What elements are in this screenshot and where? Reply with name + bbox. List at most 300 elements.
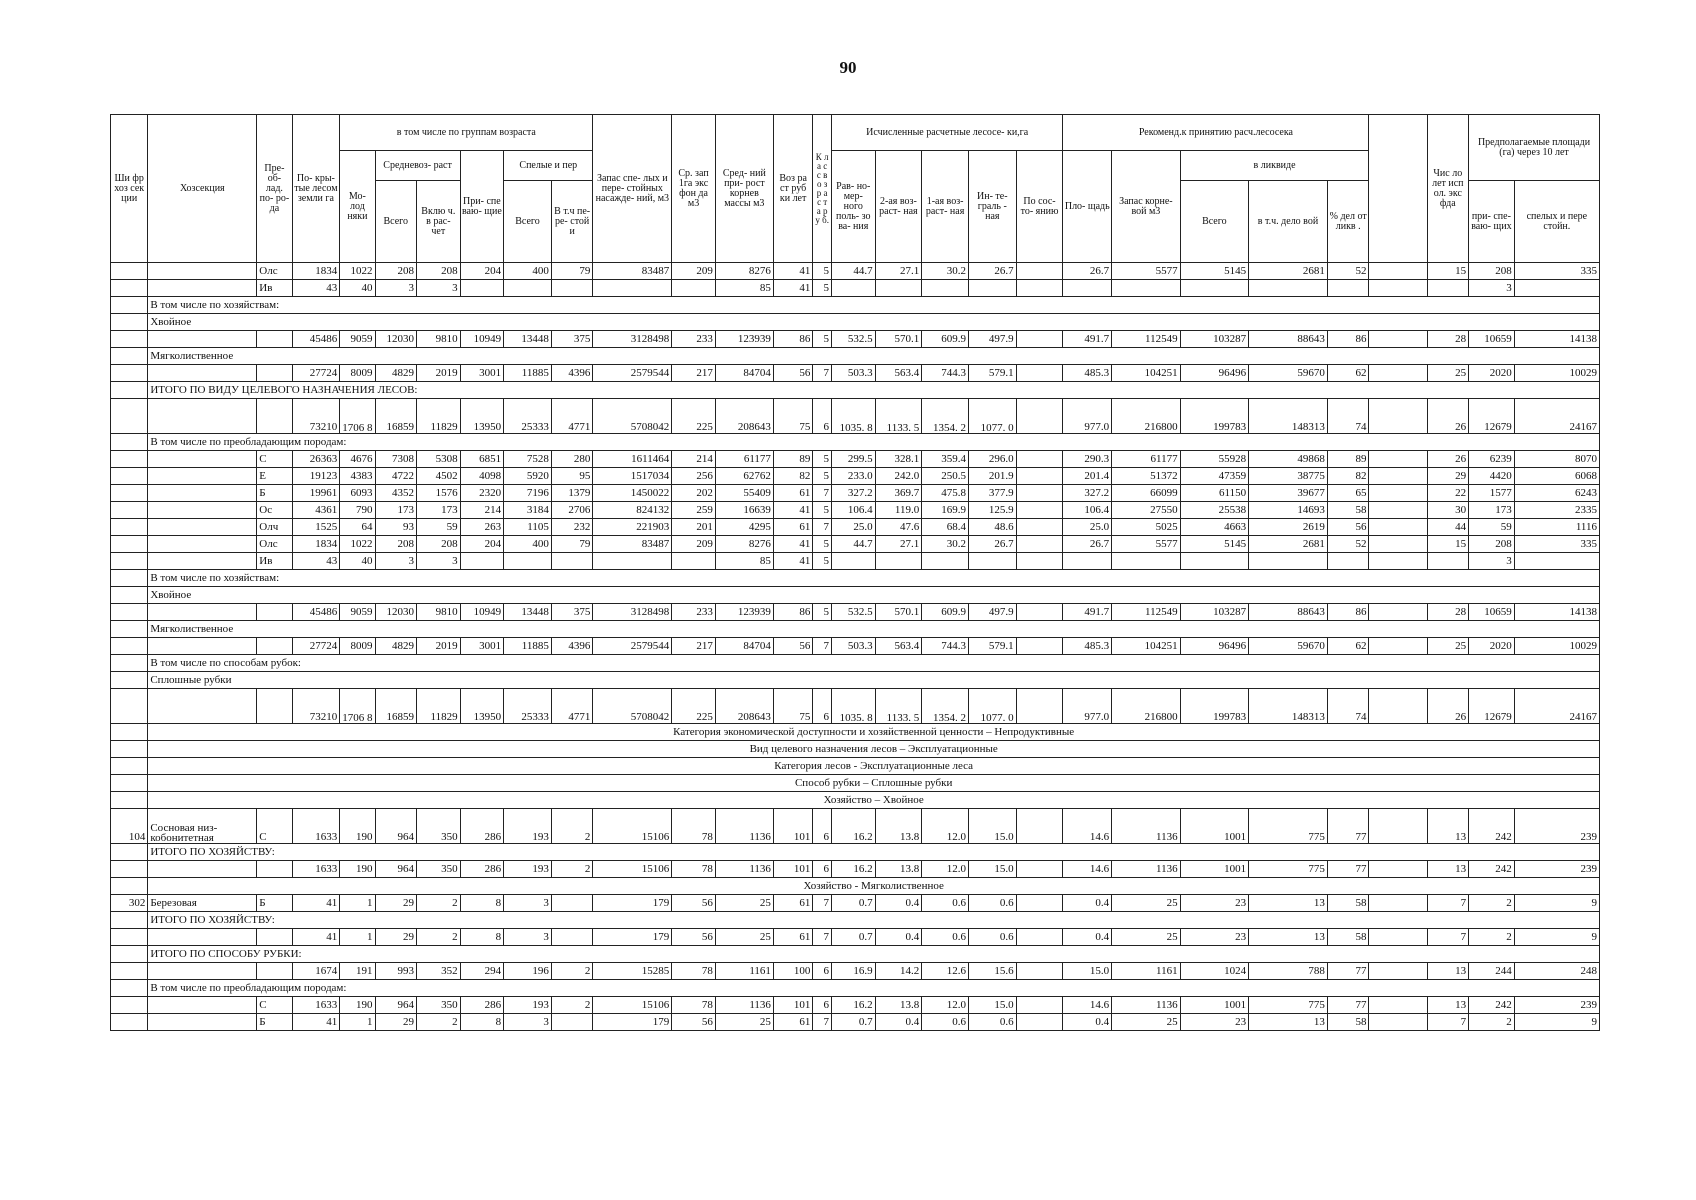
cell-col-12: 85 — [715, 553, 773, 570]
forest-table — [110, 114, 1600, 1031]
cell-col-28: 239 — [1514, 809, 1599, 844]
cell-col-8: 3 — [504, 895, 552, 912]
cell-col-8: 3 — [504, 1014, 552, 1031]
cell-col-18: 15.0 — [968, 861, 1016, 878]
cell-col-25 — [1369, 604, 1427, 621]
cell-col-1 — [148, 468, 257, 485]
cell-col-27: 3 — [1469, 553, 1515, 570]
cell-col-3: 41 — [292, 1014, 340, 1031]
row-spacer-cell — [111, 741, 148, 758]
cell-col-23: 2619 — [1249, 519, 1328, 536]
header-integral: Ин- те- граль - ная — [968, 151, 1016, 263]
cell-col-17: 1354. 2 — [922, 689, 969, 724]
cell-col-28 — [1514, 280, 1599, 297]
cell-col-11: 225 — [672, 399, 716, 434]
cell-col-7: 286 — [460, 997, 504, 1014]
header-spelye2: спелых и пере стойн. — [1514, 181, 1599, 263]
cell-col-17: 475.8 — [922, 485, 969, 502]
table-row — [111, 638, 1600, 655]
cell-col-19 — [1016, 485, 1063, 502]
cell-col-23: 775 — [1249, 861, 1328, 878]
cell-col-9: 2 — [551, 861, 593, 878]
cell-col-10 — [593, 553, 672, 570]
cell-col-20 — [1063, 280, 1112, 297]
cell-col-25 — [1369, 1014, 1427, 1031]
cell-col-7: 8 — [460, 1014, 504, 1031]
section-label: ИТОГО ПО ХОЗЯЙСТВУ: — [148, 912, 1600, 929]
cell-col-15: 503.3 — [832, 638, 876, 655]
cell-col-9: 95 — [551, 468, 593, 485]
cell-col-6: 2 — [417, 929, 461, 946]
cell-col-9 — [551, 280, 593, 297]
header-pokryt: По- кры- тые лесом земли га — [292, 115, 340, 263]
table-row — [111, 604, 1600, 621]
cell-col-20: 290.3 — [1063, 451, 1112, 468]
section-label: Мягколиственное — [148, 348, 1600, 365]
header-vkl: Вклю ч. в рас- чет — [417, 181, 461, 263]
cell-col-3: 1633 — [292, 997, 340, 1014]
section-label-row — [111, 946, 1600, 963]
cell-col-4: 40 — [340, 280, 375, 297]
cell-col-27: 10659 — [1469, 604, 1515, 621]
cell-col-22 — [1180, 553, 1248, 570]
cell-col-20: 14.6 — [1063, 809, 1112, 844]
cell-col-6: 350 — [417, 809, 461, 844]
cell-col-1 — [148, 280, 257, 297]
cell-col-15: 16.2 — [832, 809, 876, 844]
cell-col-1 — [148, 485, 257, 502]
cell-col-15: 233.0 — [832, 468, 876, 485]
cell-col-18: 26.7 — [968, 263, 1016, 280]
cell-col-13: 61 — [773, 895, 812, 912]
cell-col-10: 824132 — [593, 502, 672, 519]
cell-col-3: 4361 — [292, 502, 340, 519]
cell-col-25 — [1369, 689, 1427, 724]
cell-col-21: 216800 — [1112, 689, 1180, 724]
cell-col-9 — [551, 895, 593, 912]
header-v-likvide: в ликвиде — [1180, 151, 1369, 181]
cell-col-3: 27724 — [292, 365, 340, 382]
cell-col-22: 23 — [1180, 929, 1248, 946]
cell-col-0 — [111, 604, 148, 621]
cell-col-23: 2681 — [1249, 263, 1328, 280]
cell-col-0 — [111, 263, 148, 280]
cell-col-28: 10029 — [1514, 365, 1599, 382]
cell-col-8: 193 — [504, 861, 552, 878]
cell-col-25 — [1369, 929, 1427, 946]
cell-col-0 — [111, 502, 148, 519]
row-spacer-cell — [111, 587, 148, 604]
cell-col-0 — [111, 929, 148, 946]
cell-col-23: 88643 — [1249, 331, 1328, 348]
cell-col-9: 4771 — [551, 689, 593, 724]
table-row — [111, 502, 1600, 519]
cell-col-17: 1354. 2 — [922, 399, 969, 434]
cell-col-18: 0.6 — [968, 1014, 1016, 1031]
cell-col-16: 13.8 — [875, 809, 922, 844]
cell-col-26: 28 — [1427, 331, 1469, 348]
cell-col-26: 13 — [1427, 963, 1469, 980]
cell-col-20: 0.4 — [1063, 929, 1112, 946]
cell-col-19 — [1016, 365, 1063, 382]
cell-col-25 — [1369, 553, 1427, 570]
cell-col-26: 22 — [1427, 485, 1469, 502]
cell-col-12: 123939 — [715, 604, 773, 621]
cell-col-28: 6068 — [1514, 468, 1599, 485]
cell-col-3: 73210 — [292, 689, 340, 724]
header-prispev2: при- спе- ваю- щих — [1469, 181, 1515, 263]
table-row — [111, 861, 1600, 878]
cell-col-6: 350 — [417, 997, 461, 1014]
cell-col-15 — [832, 280, 876, 297]
cell-col-4: 1 — [340, 1014, 375, 1031]
cell-col-16: 27.1 — [875, 263, 922, 280]
cell-col-9 — [551, 929, 593, 946]
cell-col-14: 7 — [813, 1014, 832, 1031]
cell-col-11: 56 — [672, 1014, 716, 1031]
section-label-row — [111, 912, 1600, 929]
cell-col-26: 29 — [1427, 468, 1469, 485]
cell-col-10: 3128498 — [593, 604, 672, 621]
header-vtch-perestoi: В т.ч пе- ре- стой и — [551, 181, 593, 263]
cell-col-24: 52 — [1327, 263, 1369, 280]
cell-col-17: 744.3 — [922, 365, 969, 382]
cell-col-8: 193 — [504, 809, 552, 844]
row-spacer-cell — [111, 570, 148, 587]
table-row — [111, 1014, 1600, 1031]
cell-col-11: 259 — [672, 502, 716, 519]
cell-col-21: 25 — [1112, 1014, 1180, 1031]
cell-col-10: 1611464 — [593, 451, 672, 468]
cell-col-25 — [1369, 638, 1427, 655]
cell-col-25 — [1369, 331, 1427, 348]
cell-col-14: 7 — [813, 365, 832, 382]
cell-col-14: 7 — [813, 485, 832, 502]
cell-col-10: 15106 — [593, 861, 672, 878]
cell-col-23: 39677 — [1249, 485, 1328, 502]
header-pct-del: % дел от ликв . — [1327, 181, 1369, 263]
cell-col-16: 47.6 — [875, 519, 922, 536]
cell-col-24: 52 — [1327, 536, 1369, 553]
header-prispev: При- спе ваю- щие — [460, 151, 504, 263]
cell-col-27: 1577 — [1469, 485, 1515, 502]
cell-col-18: 579.1 — [968, 638, 1016, 655]
cell-col-15: 0.7 — [832, 929, 876, 946]
cell-col-9: 79 — [551, 263, 593, 280]
cell-col-1: Березовая — [148, 895, 257, 912]
cell-col-6: 11829 — [417, 399, 461, 434]
cell-col-3: 1674 — [292, 963, 340, 980]
cell-col-13: 61 — [773, 519, 812, 536]
cell-col-23: 38775 — [1249, 468, 1328, 485]
cell-col-11: 78 — [672, 963, 716, 980]
cell-col-5: 964 — [375, 809, 417, 844]
cell-col-2 — [257, 929, 292, 946]
cell-col-19 — [1016, 536, 1063, 553]
cell-col-1 — [148, 263, 257, 280]
row-spacer-cell — [111, 314, 148, 331]
cell-col-24: 82 — [1327, 468, 1369, 485]
cell-col-16: 328.1 — [875, 451, 922, 468]
cell-col-23: 148313 — [1249, 399, 1328, 434]
cell-col-8: 193 — [504, 997, 552, 1014]
cell-col-21: 27550 — [1112, 502, 1180, 519]
cell-col-27: 2 — [1469, 1014, 1515, 1031]
cell-col-21: 51372 — [1112, 468, 1180, 485]
table-row — [111, 895, 1600, 912]
table-row — [111, 963, 1600, 980]
cell-col-16: 563.4 — [875, 365, 922, 382]
cell-col-19 — [1016, 502, 1063, 519]
cell-col-10: 2579544 — [593, 638, 672, 655]
cell-col-5: 16859 — [375, 399, 417, 434]
section-label: В том числе по преобладающим породам: — [148, 980, 1600, 997]
cell-col-18: 579.1 — [968, 365, 1016, 382]
cell-col-2: Е — [257, 468, 292, 485]
cell-col-13: 61 — [773, 485, 812, 502]
cell-col-17: 0.6 — [922, 1014, 969, 1031]
section-label-row — [111, 348, 1600, 365]
cell-col-1 — [148, 861, 257, 878]
section-label: ИТОГО ПО СПОСОБУ РУБКИ: — [148, 946, 1600, 963]
cell-col-9: 1379 — [551, 485, 593, 502]
cell-col-16: 570.1 — [875, 604, 922, 621]
section-label-row — [111, 570, 1600, 587]
cell-col-8: 196 — [504, 963, 552, 980]
cell-col-7: 286 — [460, 809, 504, 844]
cell-col-0 — [111, 861, 148, 878]
cell-col-3: 1633 — [292, 861, 340, 878]
cell-col-14: 6 — [813, 963, 832, 980]
row-spacer-cell — [111, 758, 148, 775]
cell-col-2: Олс — [257, 536, 292, 553]
cell-col-9: 4396 — [551, 365, 593, 382]
cell-col-23: 14693 — [1249, 502, 1328, 519]
cell-col-4: 8009 — [340, 638, 375, 655]
cell-col-6: 3 — [417, 280, 461, 297]
cell-col-21: 104251 — [1112, 638, 1180, 655]
cell-col-15: 532.5 — [832, 331, 876, 348]
cell-col-4: 190 — [340, 997, 375, 1014]
category-row — [111, 741, 1600, 758]
section-label: В том числе по способам рубок: — [148, 655, 1600, 672]
cell-col-8 — [504, 553, 552, 570]
cell-col-21 — [1112, 553, 1180, 570]
cell-col-5: 29 — [375, 929, 417, 946]
cell-col-6: 9810 — [417, 331, 461, 348]
header-perv-vozr: 1-ая воз- раст- ная — [922, 151, 969, 263]
cell-col-23: 148313 — [1249, 689, 1328, 724]
cell-col-8: 1105 — [504, 519, 552, 536]
cell-col-22: 199783 — [1180, 689, 1248, 724]
cell-col-24 — [1327, 280, 1369, 297]
cell-col-5: 93 — [375, 519, 417, 536]
cell-col-26: 13 — [1427, 997, 1469, 1014]
cell-col-14: 5 — [813, 553, 832, 570]
cell-col-5: 3 — [375, 280, 417, 297]
cell-col-23: 775 — [1249, 997, 1328, 1014]
row-spacer-cell — [111, 348, 148, 365]
cell-col-10: 2579544 — [593, 365, 672, 382]
cell-col-0: 104 — [111, 809, 148, 844]
cell-col-24: 58 — [1327, 1014, 1369, 1031]
cell-col-27: 12679 — [1469, 399, 1515, 434]
cell-col-3: 43 — [292, 280, 340, 297]
cell-col-15: 16.2 — [832, 861, 876, 878]
cell-col-8: 25333 — [504, 689, 552, 724]
cell-col-25 — [1369, 536, 1427, 553]
cell-col-4: 4383 — [340, 468, 375, 485]
cell-col-14: 6 — [813, 689, 832, 724]
cell-col-25 — [1369, 502, 1427, 519]
cell-col-0 — [111, 365, 148, 382]
cell-col-11: 56 — [672, 895, 716, 912]
cell-col-18: 201.9 — [968, 468, 1016, 485]
cell-col-16: 1133. 5 — [875, 689, 922, 724]
cell-col-1 — [148, 399, 257, 434]
cell-col-15: 532.5 — [832, 604, 876, 621]
cell-col-28: 335 — [1514, 263, 1599, 280]
cell-col-23: 59670 — [1249, 638, 1328, 655]
cell-col-27: 3 — [1469, 280, 1515, 297]
cell-col-25 — [1369, 451, 1427, 468]
table-row — [111, 365, 1600, 382]
cell-col-5: 12030 — [375, 331, 417, 348]
cell-col-10: 179 — [593, 895, 672, 912]
cell-col-0 — [111, 451, 148, 468]
cell-col-4: 1022 — [340, 263, 375, 280]
cell-col-24: 74 — [1327, 689, 1369, 724]
section-label: В том числе по хозяйствам: — [148, 570, 1600, 587]
cell-col-17 — [922, 553, 969, 570]
cell-col-10: 179 — [593, 929, 672, 946]
cell-col-18: 1077. 0 — [968, 399, 1016, 434]
cell-col-18: 0.6 — [968, 895, 1016, 912]
category-row — [111, 775, 1600, 792]
cell-col-25 — [1369, 263, 1427, 280]
cell-col-15: 16.9 — [832, 963, 876, 980]
cell-col-13: 86 — [773, 604, 812, 621]
cell-col-24: 58 — [1327, 502, 1369, 519]
cell-col-21: 104251 — [1112, 365, 1180, 382]
section-label-row — [111, 297, 1600, 314]
cell-col-3: 41 — [292, 929, 340, 946]
cell-col-6: 3 — [417, 553, 461, 570]
cell-col-2: Ив — [257, 280, 292, 297]
table-row — [111, 280, 1600, 297]
cell-col-26: 13 — [1427, 861, 1469, 878]
cell-col-16: 27.1 — [875, 536, 922, 553]
cell-col-12: 16639 — [715, 502, 773, 519]
cell-col-7 — [460, 280, 504, 297]
cell-col-19 — [1016, 399, 1063, 434]
cell-col-5: 7308 — [375, 451, 417, 468]
cell-col-15: 1035. 8 — [832, 399, 876, 434]
cell-col-6: 9810 — [417, 604, 461, 621]
cell-col-14: 5 — [813, 451, 832, 468]
table-row — [111, 689, 1600, 724]
cell-col-20: 0.4 — [1063, 895, 1112, 912]
cell-col-8: 25333 — [504, 399, 552, 434]
cell-col-13: 61 — [773, 929, 812, 946]
header-delovoi: в т.ч. дело вой — [1249, 181, 1328, 263]
cell-col-4: 8009 — [340, 365, 375, 382]
cell-col-8 — [504, 280, 552, 297]
cell-col-17: 68.4 — [922, 519, 969, 536]
cell-col-22: 4663 — [1180, 519, 1248, 536]
cell-col-3: 19961 — [292, 485, 340, 502]
cell-col-1 — [148, 365, 257, 382]
table-row — [111, 468, 1600, 485]
row-spacer-cell — [111, 792, 148, 809]
cell-col-26: 15 — [1427, 263, 1469, 280]
cell-col-25 — [1369, 485, 1427, 502]
cell-col-17: 12.0 — [922, 997, 969, 1014]
cell-col-26: 26 — [1427, 451, 1469, 468]
cell-col-19 — [1016, 519, 1063, 536]
cell-col-15: 299.5 — [832, 451, 876, 468]
cell-col-17: 250.5 — [922, 468, 969, 485]
cell-col-7: 8 — [460, 895, 504, 912]
cell-col-6: 173 — [417, 502, 461, 519]
cell-col-2 — [257, 861, 292, 878]
cell-col-18: 497.9 — [968, 604, 1016, 621]
cell-col-5: 3 — [375, 553, 417, 570]
cell-col-3: 45486 — [292, 331, 340, 348]
cell-col-5: 4722 — [375, 468, 417, 485]
table-row — [111, 553, 1600, 570]
cell-col-3: 73210 — [292, 399, 340, 434]
cell-col-0 — [111, 553, 148, 570]
cell-col-4: 9059 — [340, 604, 375, 621]
cell-col-5: 173 — [375, 502, 417, 519]
cell-col-20: 26.7 — [1063, 263, 1112, 280]
cell-col-5: 208 — [375, 536, 417, 553]
cell-col-5: 208 — [375, 263, 417, 280]
table-row — [111, 519, 1600, 536]
cell-col-7: 294 — [460, 963, 504, 980]
row-spacer-cell — [111, 297, 148, 314]
cell-col-8: 3 — [504, 929, 552, 946]
cell-col-26: 25 — [1427, 365, 1469, 382]
cell-col-23: 13 — [1249, 929, 1328, 946]
cell-col-20: 327.2 — [1063, 485, 1112, 502]
cell-col-12: 55409 — [715, 485, 773, 502]
cell-col-14: 7 — [813, 929, 832, 946]
cell-col-4: 190 — [340, 809, 375, 844]
cell-col-12: 61177 — [715, 451, 773, 468]
cell-col-11: 256 — [672, 468, 716, 485]
cell-col-12: 4295 — [715, 519, 773, 536]
cell-col-0: 302 — [111, 895, 148, 912]
cell-col-18 — [968, 280, 1016, 297]
section-label-row — [111, 621, 1600, 638]
cell-col-28: 14138 — [1514, 604, 1599, 621]
cell-col-17: 12.6 — [922, 963, 969, 980]
cell-col-28: 24167 — [1514, 399, 1599, 434]
cell-col-7 — [460, 553, 504, 570]
table-row — [111, 485, 1600, 502]
cell-col-21: 1136 — [1112, 809, 1180, 844]
header-vtor-vozr: 2-ая воз- раст- ная — [875, 151, 922, 263]
cell-col-24: 77 — [1327, 963, 1369, 980]
table-row — [111, 399, 1600, 434]
cell-col-21 — [1112, 280, 1180, 297]
cell-col-9: 4396 — [551, 638, 593, 655]
cell-col-3: 26363 — [292, 451, 340, 468]
cell-col-17: 609.9 — [922, 331, 969, 348]
cell-col-13: 100 — [773, 963, 812, 980]
